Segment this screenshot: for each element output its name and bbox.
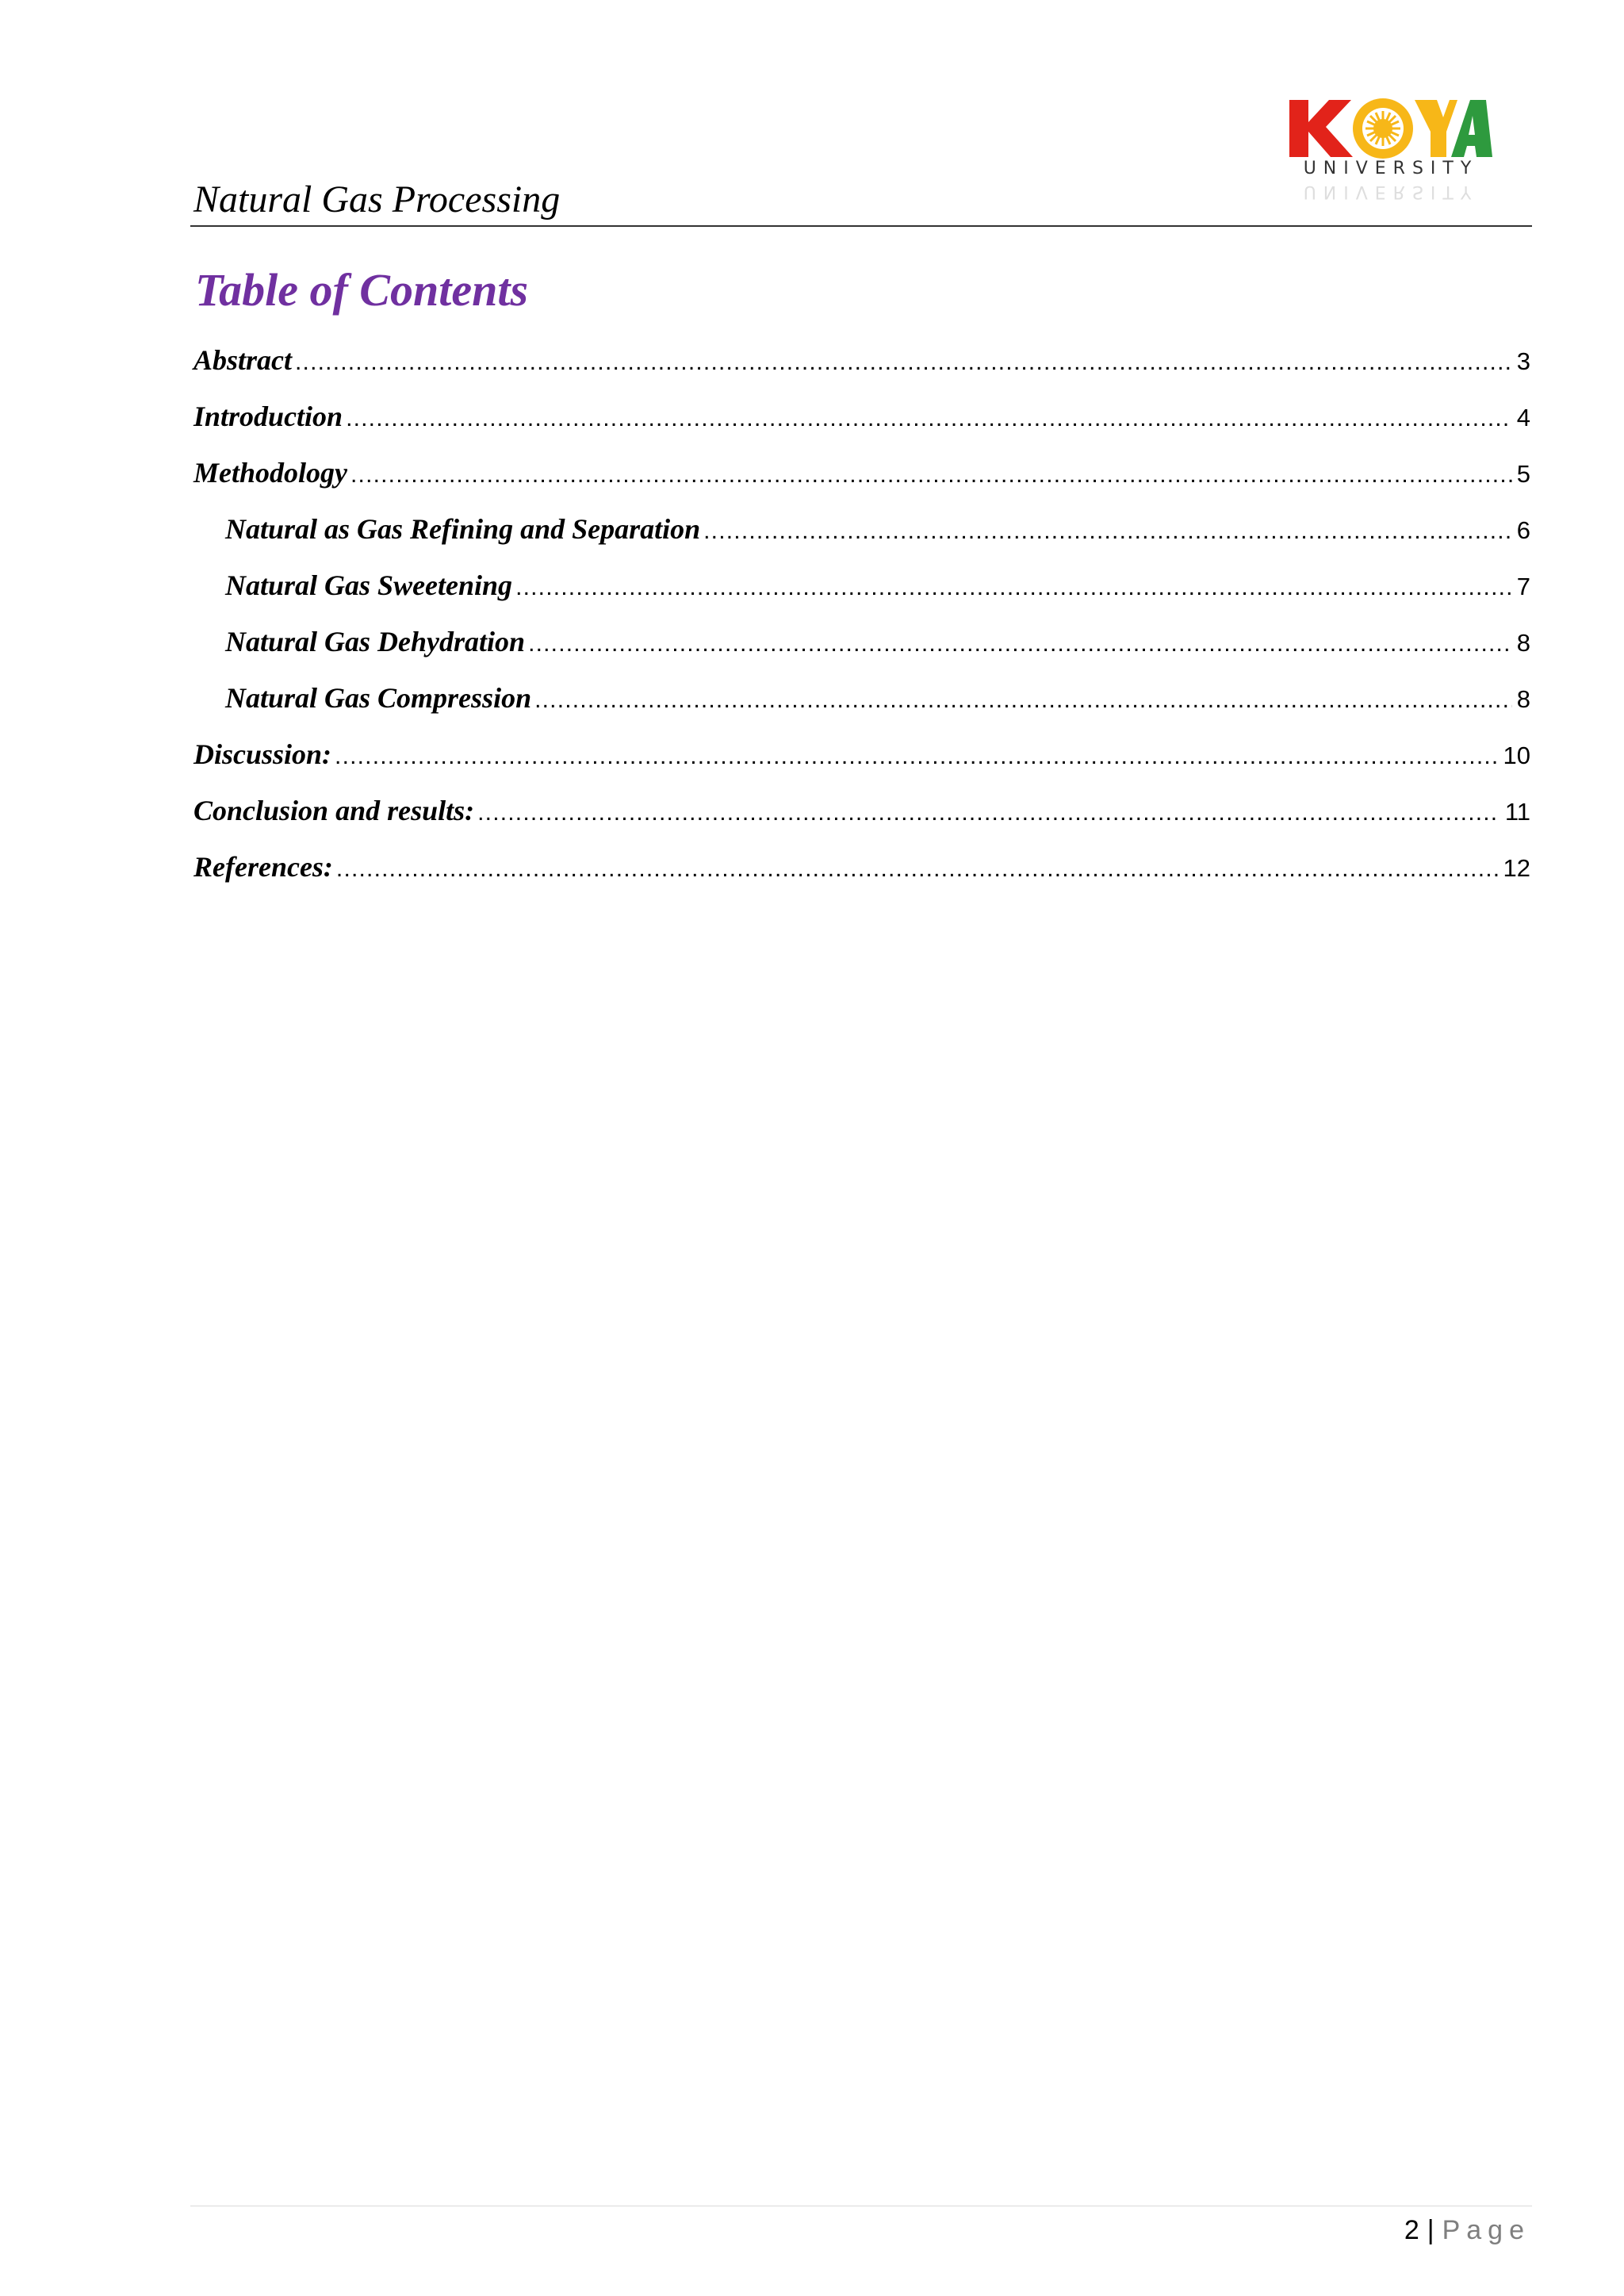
page-footer [1404,2213,1530,2248]
logo-letter-y [1415,100,1457,157]
toc-entry-label[interactable]: References: [193,851,333,883]
toc-entry-label[interactable]: Natural Gas Compression [225,682,532,714]
toc-leader-dots [703,508,1512,555]
toc-entry-label[interactable]: Discussion: [193,738,332,770]
toc-entry-page[interactable]: 3 [1516,347,1530,375]
logo-letter-k [1289,100,1353,157]
toc-leader-dots [335,733,1498,780]
toc-entry-label[interactable]: Natural as Gas Refining and Separation [225,513,701,545]
toc-entry-label[interactable]: Conclusion and results: [193,795,475,826]
toc-entry[interactable] [193,730,1530,787]
toc-leader-dots [477,789,1500,837]
toc-entry-label[interactable]: Natural Gas Sweetening [225,569,513,601]
toc-entry[interactable] [193,787,1530,843]
toc-entry-page[interactable]: 10 [1503,742,1530,769]
running-header-title: Natural Gas Processing [193,178,561,220]
koya-logo-icon [1288,94,1494,160]
toc-entry[interactable] [193,449,1530,505]
logo-wordmark-reflection: UNIVERSITY [1303,182,1479,201]
toc-entry-page[interactable]: 8 [1516,629,1530,657]
toc-heading: Table of Contents [195,264,529,316]
toc-leader-dots [295,339,1512,386]
logo-wordmark: UNIVERSITY [1303,159,1479,178]
page-word: Page [1442,2215,1530,2245]
toc-subentry[interactable] [193,562,1530,618]
toc-subentry[interactable] [193,505,1530,562]
toc-subentry[interactable] [193,674,1530,730]
toc-leader-dots [346,395,1512,443]
toc-list [193,336,1530,899]
toc-entry[interactable] [193,843,1530,899]
toc-entry-label[interactable]: Natural Gas Dehydration [225,626,526,657]
header-divider [190,225,1532,227]
toc-leader-dots [528,620,1512,668]
toc-entry-label[interactable]: Introduction [193,401,343,432]
toc-leader-dots [515,564,1512,611]
toc-entry[interactable] [193,336,1530,393]
logo-letter-a [1451,100,1492,157]
toc-entry-label[interactable]: Abstract [193,344,293,376]
university-logo [1288,94,1494,205]
toc-entry[interactable] [193,393,1530,449]
toc-entry-page[interactable]: 6 [1516,516,1530,544]
page-number: 2 [1404,2215,1419,2245]
toc-subentry[interactable] [193,618,1530,674]
toc-leader-dots [534,677,1512,724]
toc-leader-dots [350,451,1512,499]
toc-entry-page[interactable]: 7 [1516,573,1530,600]
toc-entry-page[interactable]: 5 [1516,460,1530,488]
toc-leader-dots [336,845,1499,893]
logo-sun-core [1373,119,1392,138]
footer-separator: | [1427,2215,1434,2245]
toc-entry-page[interactable]: 4 [1516,404,1530,431]
toc-entry-page[interactable]: 11 [1504,798,1530,826]
toc-entry-label[interactable]: Methodology [193,457,347,489]
toc-entry-page[interactable]: 8 [1516,685,1530,713]
toc-entry-page[interactable]: 12 [1503,854,1530,882]
